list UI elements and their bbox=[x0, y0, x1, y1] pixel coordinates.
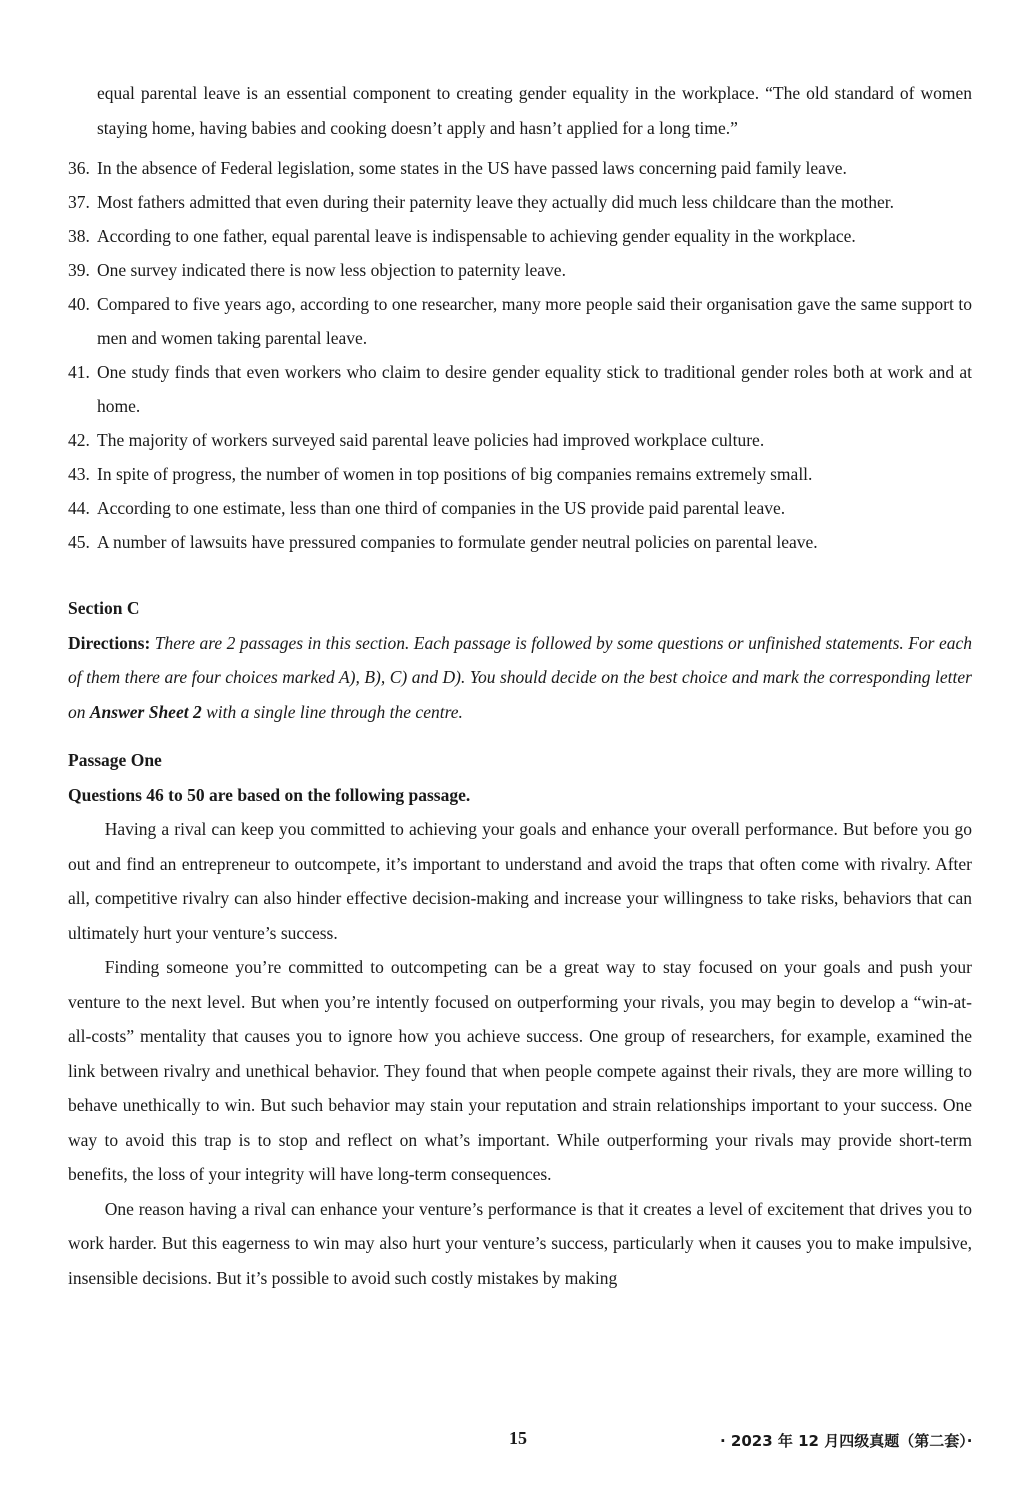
questions-line: Questions 46 to 50 are based on the following passage. bbox=[68, 784, 471, 805]
page-number: 15 bbox=[509, 1428, 527, 1448]
statement-item: 39. One survey indicated there is now less objection to paternity leave. bbox=[68, 260, 566, 280]
statement-item: 41. One study finds that even workers who claim to desire gender equality stick to traditional gender roles both at work and at home. bbox=[68, 362, 972, 416]
passage-paragraph: Having a rival can keep you committed to achieving your goals and enhance your overall performance. But before you go out and find an entrepreneur to outcompete, it’s important to understand and avoid the traps that often come with rivalry. After all, competitive rivalry can also hinder effective decision-making and increase your willingness to take risks, behaviors that can ultimately hurt your venture’s success. bbox=[68, 819, 972, 943]
continued-paragraph: equal parental leave is an essential component to creating gender equality in the workplace. “The old standard of women staying home, having babies and cooking doesn’t apply and hasn’t applied for a long time.” bbox=[97, 83, 972, 138]
directions-label: Directions: bbox=[68, 632, 151, 653]
statement-item: 38. According to one father, equal parental leave is indispensable to achieving gender equality in the workplace. bbox=[68, 226, 856, 246]
statement-item: 44. According to one estimate, less than one third of companies in the US provide paid parental leave. bbox=[68, 498, 786, 518]
section-heading: Section C bbox=[68, 598, 140, 618]
statement-list bbox=[68, 151, 972, 559]
passage-paragraph: One reason having a rival can enhance your venture’s performance is that it creates a level of excitement that drives you to work harder. But this eagerness to win may also hurt your venture’s success, particularly when it causes you to make impulsive, insensible decisions. But it’s possible to avoid such costly mistakes by making bbox=[68, 1198, 972, 1288]
directions: Directions: There are 2 passages in this section. Each passage is followed by some questions or unfinished statements. For each of them there are four choices marked A), B), C) and D). You should decide on the best choice and mark the corresponding letter on Answer Sheet 2 with a single line through the centre. bbox=[68, 632, 973, 722]
passage-paragraph: Finding someone you’re committed to outcompeting can be a great way to stay focused on your goals and push your venture to the next level. But when you’re intently focused on outperforming your rivals, you may begin to develop a “win-at-all-costs” mentality that causes you to ignore how you achieve success. One group of researchers, for example, examined the link between rivalry and unethical behavior. They found that when people compete against their rivals, they are more willing to behave unethically to win. But such behavior may stain your reputation and strain relationships important to your success. One way to avoid this trap is to stop and reflect on what’s important. While outperforming your rivals may provide short-term benefits, the loss of your integrity will have long-term consequences. bbox=[68, 957, 972, 1184]
page-content bbox=[68, 76, 972, 1295]
statement-item: 42. The majority of workers surveyed said parental leave policies had improved workplace culture. bbox=[68, 430, 765, 450]
answer-sheet-label: Answer Sheet 2 bbox=[89, 701, 202, 722]
statement-item: 45. A number of lawsuits have pressured companies to formulate gender neutral policies on parental leave. bbox=[68, 532, 818, 552]
statement-item: 36. In the absence of Federal legislation, some states in the US have passed laws concerning paid family leave. bbox=[68, 158, 847, 178]
statement-item: 37. Most fathers admitted that even during their paternity leave they actually did much less childcare than the mother. bbox=[68, 192, 894, 212]
passage-heading: Passage One bbox=[68, 750, 162, 770]
page-footer bbox=[0, 1422, 1030, 1456]
statement-item: 40. Compared to five years ago, according to one researcher, many more people said their organisation gave the same support to men and women taking parental leave. bbox=[68, 294, 972, 348]
exam-name: · 2023 年 12 月四级真题（第二套）· bbox=[720, 1432, 973, 1450]
statement-item: 43. In spite of progress, the number of women in top positions of big companies remains extremely small. bbox=[68, 464, 813, 484]
